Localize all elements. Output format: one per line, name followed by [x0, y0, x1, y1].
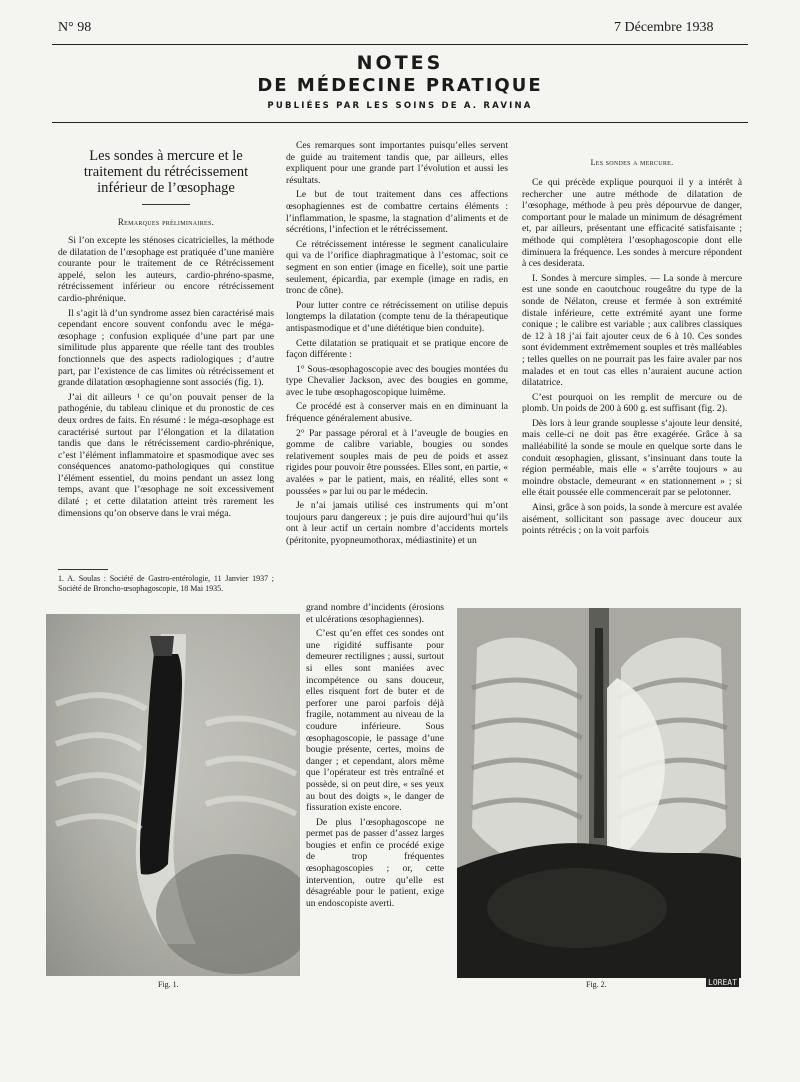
column-2 [286, 140, 508, 550]
journal-subtitle: PUBLIÉES PAR LES SOINS DE A. RAVINA [267, 101, 533, 111]
figure-1-xray [46, 614, 300, 976]
section-heading-remarques: Remarques préliminaires. [117, 217, 215, 227]
paragraph: Je n’ai jamais utilisé ces instruments qui m’ont toujours paru dangereux ; je puis dire aujourd’hui qu’ils ont à leur actif un certain nombre d’accidents mortels (péritonite, pyopneumothorax, médiastinite) et un [286, 500, 508, 546]
paragraph: C’est pourquoi on les remplit de mercure ou de plomb. Un poids de 200 à 600 g. est suffisant (fig. 2). [522, 391, 742, 415]
issue-number: N° 98 [58, 20, 92, 35]
paragraph: 2° Par passage péroral et à l’aveugle de bougies en gomme de calibre variable, bougies ou sondes relativement souples mais de peu de poids et assez rigides pour pouvoir être poussées. Elles sont, en partie, « avalées » par le patient, mais, en réalité, elles sont « poussées » par lui ou par le médecin. [286, 427, 508, 497]
footnote-rule [58, 569, 108, 570]
figure-1-caption: Fig. 1. [158, 980, 179, 989]
article-title: Les sondes à mercure et le traitement du rétrécissement inférieur de l’œsophage [83, 148, 249, 196]
paragraph: J’ai dit ailleurs ¹ ce qu’on pouvait penser de la pathogénie, du tableau clinique et du pronostic de ces deux ordres de faits. En résumé : le méga-œsophage est caractérisé surtout par l’élongation et la dilatation tandis que dans le rétrécissement cardio-phrénique, c’est l’élément inflammatoire et spasmodique avec ses conséquences anatomo-pathologiques qui constitue l’élément essentiel, du moins pendant un assez long temps, avant que l’œsophage ne soit excessivement dilaté ; et cette dilatation atteint très rarement les dimensions qu’on observe dans le vrai méga. [58, 391, 274, 519]
paragraph: Si l’on excepte les sténoses cicatricielles, la méthode de dilatation de l’œsophage est pratiquée d’une manière courante pour le traitement de ce Rétrécissement appelé, selon les auteurs, cardio-phréno-spasme, rétrécissement inférieur ou encore rétrécissement cardio-phrénique. [58, 235, 274, 304]
paragraph: Le but de tout traitement dans ces affections œsophagiennes est de combattre certains éléments : l’inflammation, le spasme, la stagnation d’aliments et de sécrétions, l’infection et le rétrécissement. [286, 189, 508, 236]
paragraph: 1° Sous-œsophagoscopie avec des bougies montées du type Chevalier Jackson, avec des bougies en gomme, avec le tube œsophagoscopique luimême. [286, 363, 508, 398]
paragraph: Dès lors à leur grande souplesse s’ajoute leur densité, mais celle-ci ne doit pas être exagérée. Grâce à sa malléabilité la sonde se moule en quelque sorte dans le conduit œsophagien, glissant, s’insinuant dans toute la région perméable, mais elle « s’arrête toujours » au moindre obstacle, demeurant « en stationnement » ; si elle était poussée elle commencerait par se pelotonner. [522, 417, 742, 499]
printer-mark: LOREAT [708, 978, 737, 987]
paragraph: Il s’agit là d’un syndrome assez bien caractérisé mais cependant encore souvent confondu avec le méga-œsophage ; confusion expliquée d’une part par une similitude plus apparente que réelle tant des troubles fonctionnels que des aspects radiologiques ; d’autre part, par l’existence de cas limites où rétrécissement et grande dilatation œsophagienne sont associés (fig. 1). [58, 307, 274, 389]
journal-title-line2: DE MÉDECINE PRATIQUE [257, 75, 543, 96]
paragraph: Ce procédé est à conserver mais en en diminuant la fréquence généralement abusive. [286, 401, 508, 425]
paragraph: Pour lutter contre ce rétrécissement on utilise depuis longtemps la dilatation (compte tenu de la thérapeutique antispasmodique et d’une diététique bien conduite). [286, 299, 508, 334]
figure-2-caption: Fig. 2. [586, 980, 607, 989]
column-1 [58, 148, 274, 522]
column-2-narrow [306, 602, 444, 912]
journal-title-line1: NOTES [356, 52, 444, 74]
figure-1-drawing [46, 614, 300, 976]
paragraph: I. Sondes à mercure simples. — La sonde à mercure est une sonde en caoutchouc rougeâtre du type de la sonde de Nélaton, creuse et fermée à son extrémité distale inférieure, cette extrémité ayant une forme conique ; le calibre est variable ; aux calibres classiques de 12 à 18 j’ai fait ajouter ceux de 6 à 10. Ces sondes sont évidemment extrêmement souples et très malléables ; telles quelles on ne pourrait pas les faire avaler par nos malades et en tout cas elles n’auraient aucune action dilatatrice. [522, 272, 742, 389]
footnote: 1. A. Soulas : Société de Gastro-entérologie, 11 Janvier 1937 ; Société de Broncho-œsophagoscopie, 18 Mai 1935. [58, 574, 274, 593]
paragraph: grand nombre d’incidents (érosions et ulcérations œsophagiennes). [306, 602, 444, 625]
paragraph: C’est qu’en effet ces sondes ont une rigidité suffisante pour demeurer rectilignes ; aussi, surtout si elles sont maniées avec incompétence ou sans douceur, elles risquent fort de buter et de perforer une paroi parfois déjà fragile, notamment au niveau de la coudure inférieure. Sous œsophagoscopie, le passage d’une bougie présente, certes, moins de danger ; et cependant, alors même que l’opérateur est très entraîné et possède, si on peut dire, « ses yeux au bout des doigts », le danger de fissuration existe encore. [306, 628, 444, 814]
title-rule [142, 204, 190, 205]
header-rule-bottom [52, 122, 748, 123]
paragraph: De plus l’œsophagoscope ne permet pas de passer d’assez larges bougies et enfin ce procédé exige de trop fréquentes œsophagoscopies ; or, cette intervention, outre qu’elle est désagréable pour le patient, exige un endoscopiste averti. [306, 816, 444, 909]
issue-date: 7 Décembre 1938 [614, 20, 714, 35]
figure-2-drawing [457, 608, 741, 978]
header-rule-top [52, 44, 748, 45]
paragraph: Ces remarques sont importantes puisqu’elles servent de guide au traitement tandis que, par ailleurs, elles expliquent pour une grande part l’évolution et aussi les résultats. [286, 140, 508, 186]
column-3 [522, 158, 742, 540]
paragraph: Ainsi, grâce à son poids, la sonde à mercure est avalée aisément, sollicitant son passage avec douceur aux points rétrécis ; on la voit parfois [522, 502, 742, 537]
section-heading-sondes: Les sondes a mercure. [590, 158, 674, 167]
paragraph: Ce rétrécissement intéresse le segment canaliculaire qui va de l’orifice diaphragmatique à l’estomac, soit ce segment en son entier (image en ficelle), soit une partie seulement, épicardia, par exemple (image en radis, en tronc de cône). [286, 238, 508, 297]
figure-2-xray [457, 608, 741, 978]
paragraph: Cette dilatation se pratiquait et se pratique encore de façon différente : [286, 337, 508, 361]
paragraph: Ce qui précède explique pourquoi il y a intérêt à rechercher une autre méthode de dilatation de l’œsophage, méthode à peu près dépourvue de danger, comportant pour le malade un minimum de désagrément et, par ailleurs, présentant une efficacité satisfaisante ; méthode qui complètera l’œsophagoscopie dont elle diminuera la fréquence. Les sondes à mercure répondent à ces desiderata. [522, 177, 742, 270]
